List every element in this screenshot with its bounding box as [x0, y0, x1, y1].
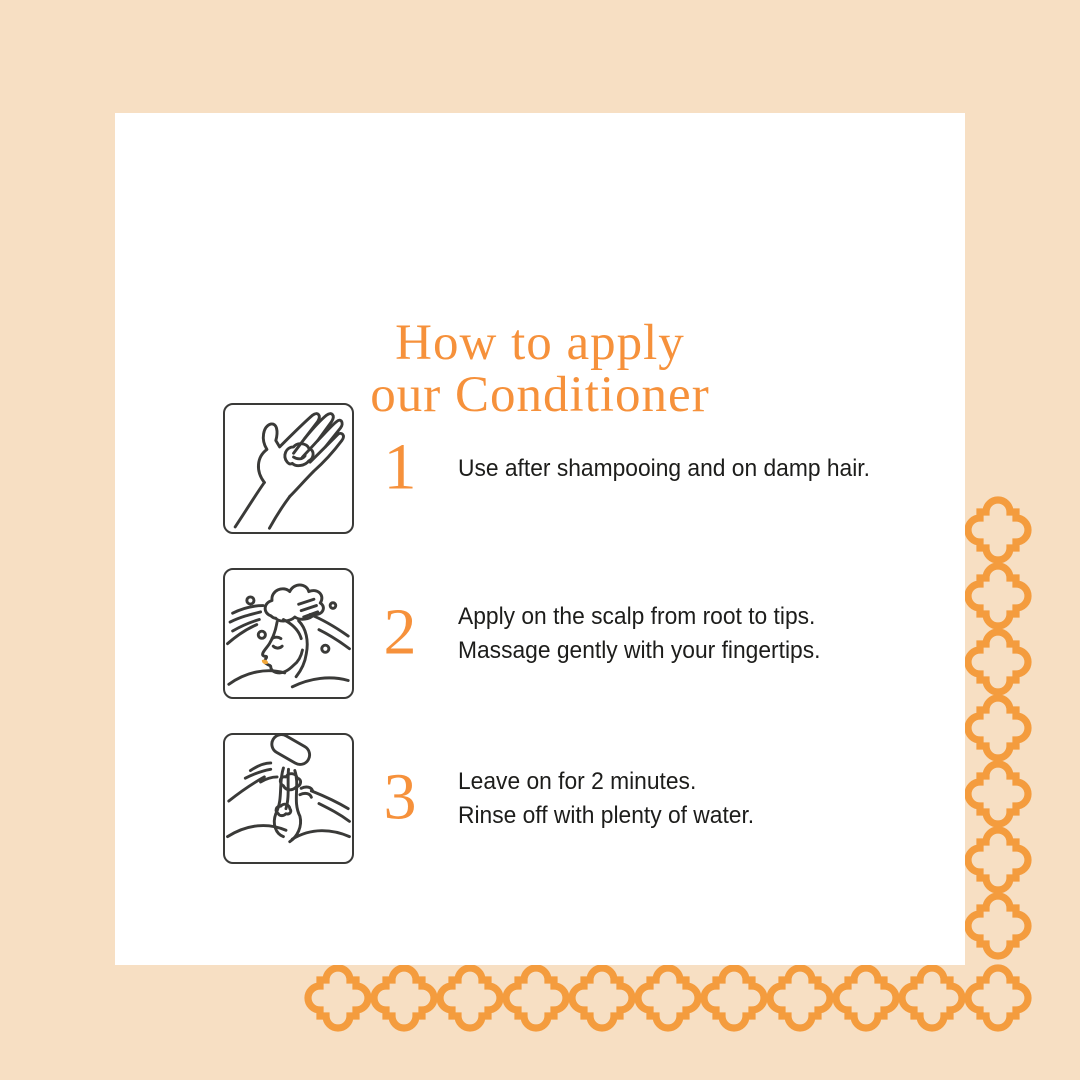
title-line-2: our Conditioner: [370, 367, 710, 423]
scalp-massage-icon: [225, 570, 352, 697]
step-2-text: [458, 600, 840, 668]
step-3-illustration-box: [223, 733, 354, 864]
step-2-line-1: Apply on the scalp from root to tips.: [458, 602, 816, 630]
quatrefoil-motif: [968, 830, 1028, 890]
quatrefoil-motif: [902, 968, 962, 1028]
step-row-1: [223, 403, 870, 534]
quatrefoil-motif: [836, 968, 896, 1028]
quatrefoil-motif: [440, 968, 500, 1028]
title-line-1: How to apply: [395, 315, 685, 371]
content-card: [115, 113, 965, 965]
step-2-number: 2: [383, 595, 417, 669]
quatrefoil-motif: [308, 968, 368, 1028]
quatrefoil-motif: [968, 698, 1028, 758]
step-2-line-2: Massage gently with your fingertips.: [458, 636, 821, 664]
quatrefoil-motif: [770, 968, 830, 1028]
quatrefoil-motif: [968, 764, 1028, 824]
step-1-text: [458, 452, 892, 486]
quatrefoil-motif: [506, 968, 566, 1028]
step-3-text: [458, 765, 770, 833]
step-3-line-2: Rinse off with plenty of water.: [458, 801, 755, 829]
step-1-number: 1: [383, 430, 417, 504]
quatrefoil-motif: [968, 968, 1028, 1028]
quatrefoil-motif: [968, 500, 1028, 560]
step-1-illustration-box: [223, 403, 354, 534]
step-3-line-1: Leave on for 2 minutes.: [458, 767, 697, 795]
step-row-2: [223, 568, 863, 699]
quatrefoil-motif: [968, 896, 1028, 956]
step-1-line-1: Use after shampooing and on damp hair.: [458, 454, 870, 482]
step-3-number: 3: [383, 760, 417, 834]
hand-with-conditioner-icon: [225, 405, 352, 532]
quatrefoil-motif: [638, 968, 698, 1028]
quatrefoil-motif: [374, 968, 434, 1028]
quatrefoil-motif: [968, 566, 1028, 626]
step-row-3: [223, 733, 863, 864]
quatrefoil-motif: [572, 968, 632, 1028]
quatrefoil-motif: [968, 632, 1028, 692]
step-2-illustration-box: [223, 568, 354, 699]
quatrefoil-motif: [704, 968, 764, 1028]
rinse-hair-icon: [225, 735, 352, 862]
